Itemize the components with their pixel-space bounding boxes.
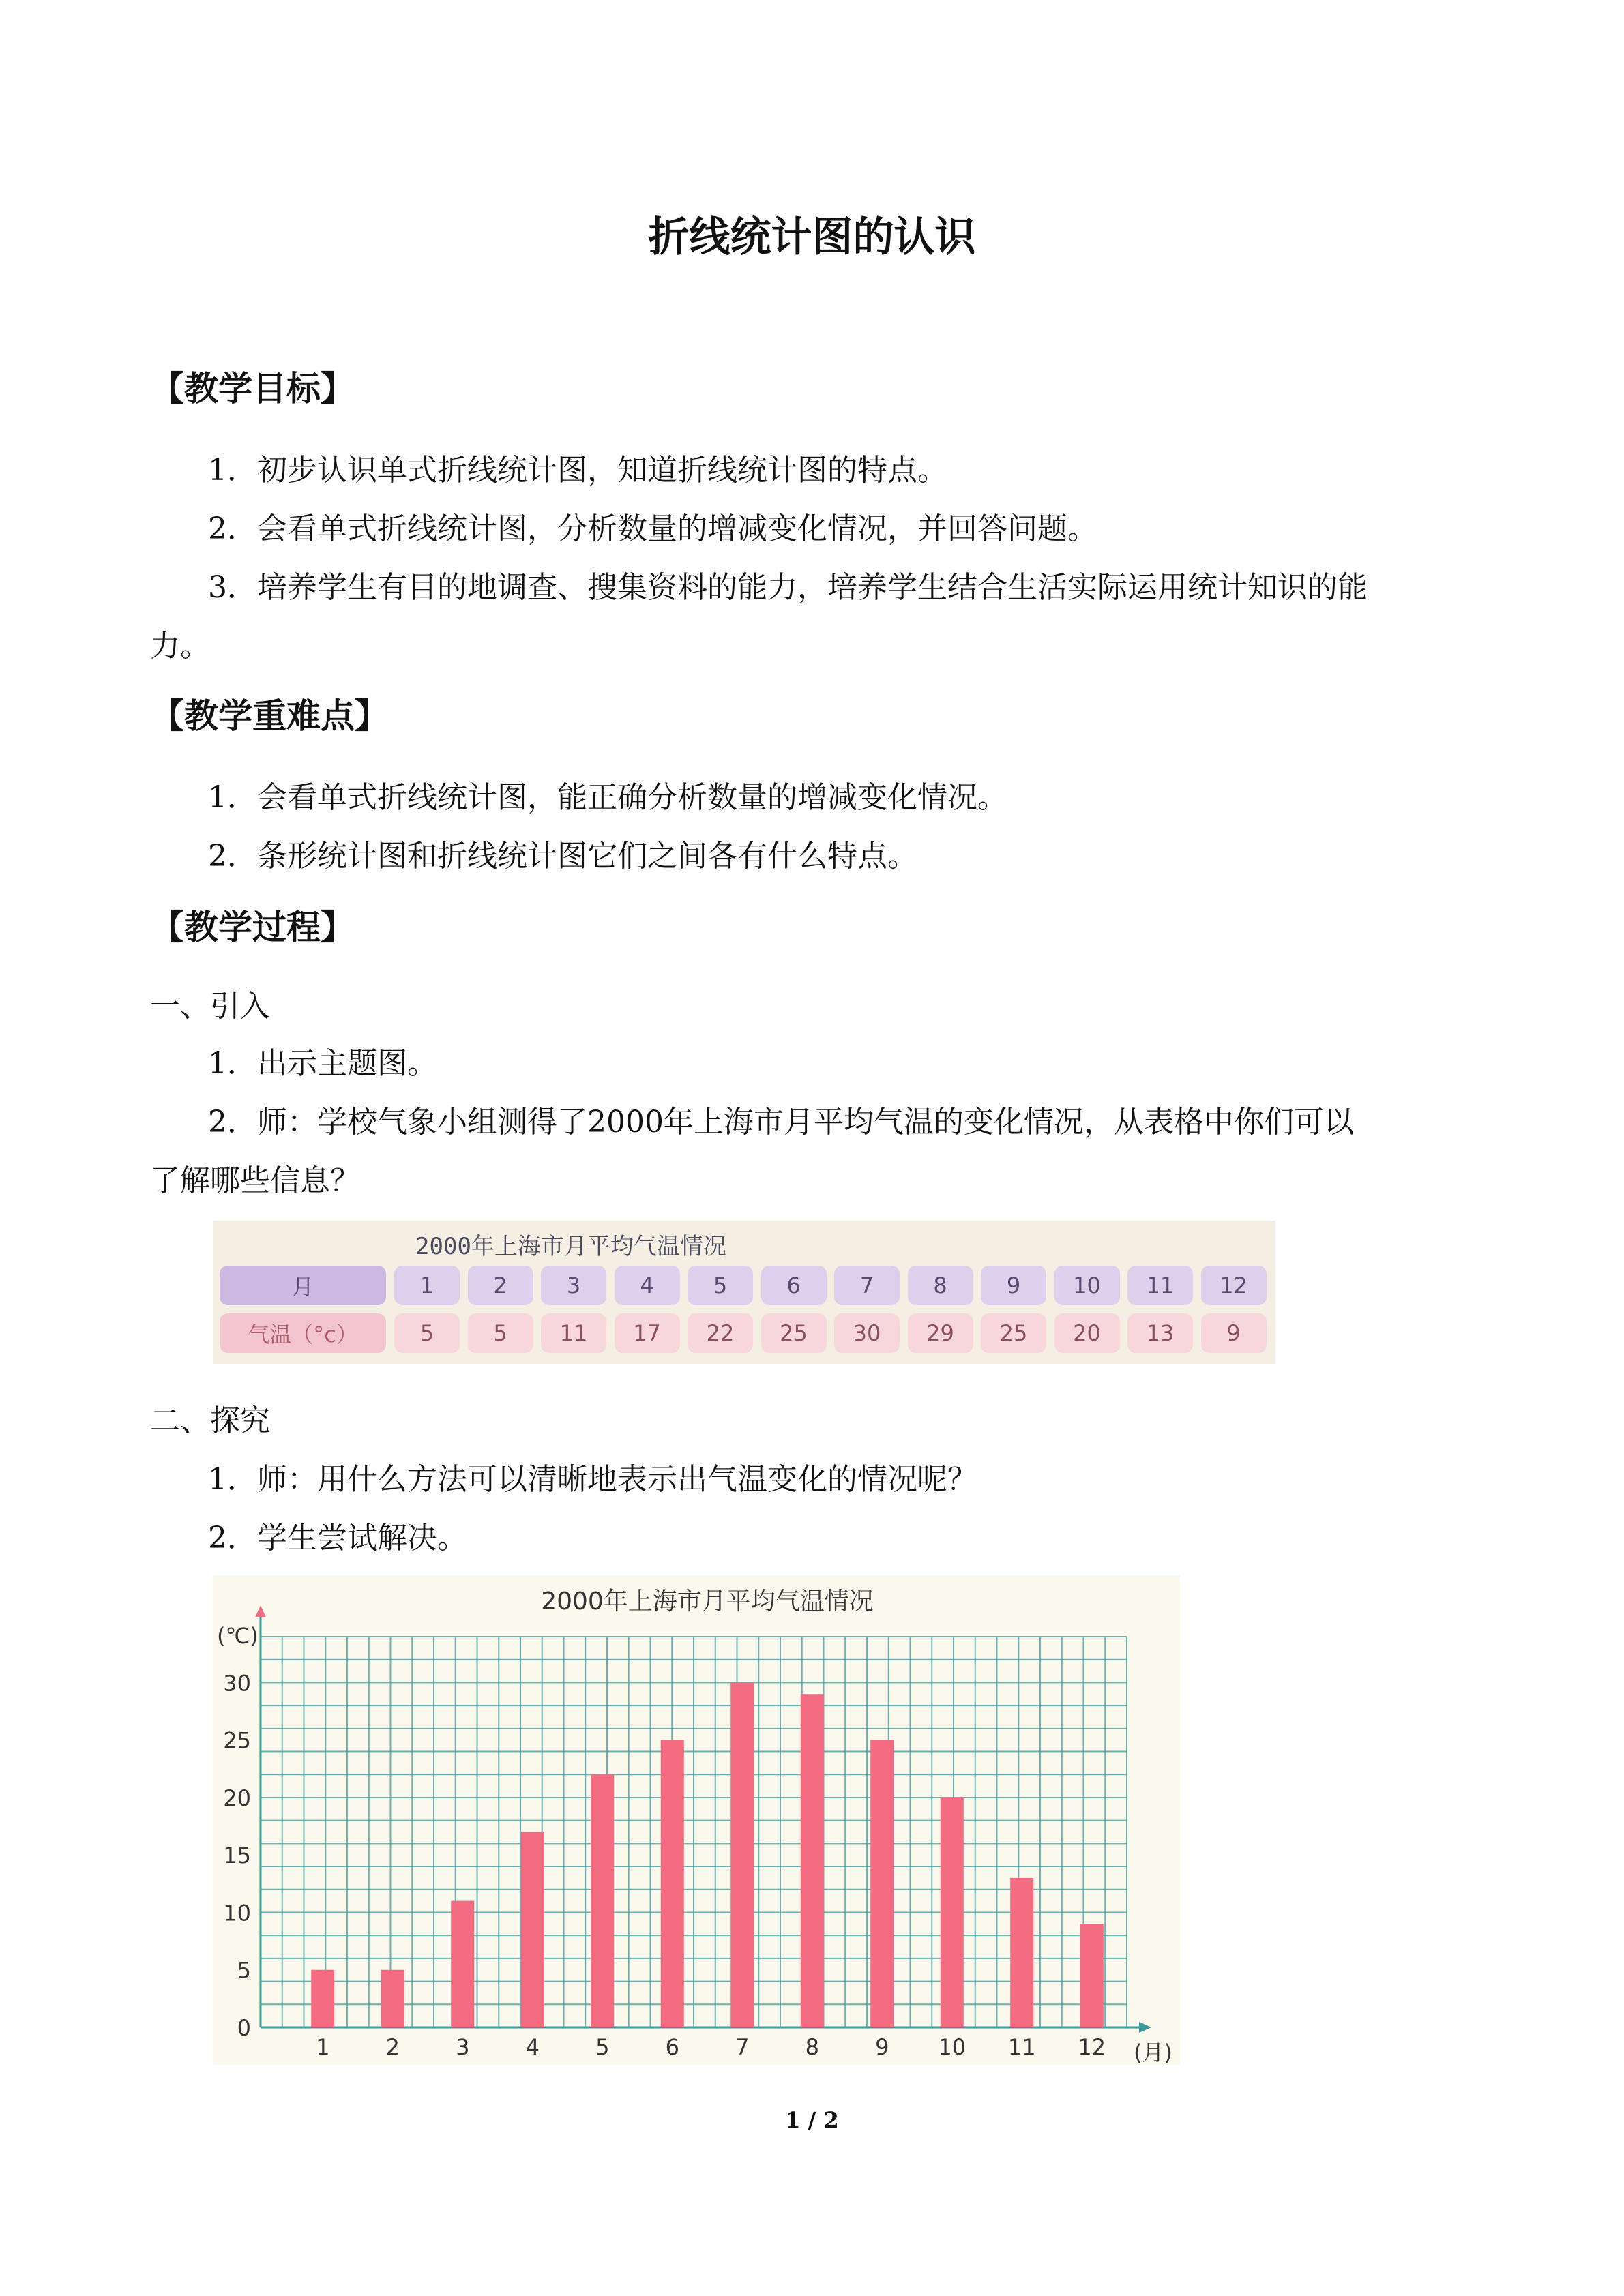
table-temp-cell: 9 [1201,1313,1267,1353]
bar-chart-svg [213,1575,1180,2065]
table-temp-cell: 29 [908,1313,973,1353]
table-temp-cell: 13 [1127,1313,1193,1353]
x-tick-label: 11 [1007,2034,1036,2060]
table-row-label-temp: 气温（°c） [220,1313,386,1353]
y-tick-label: 10 [223,1900,251,1926]
bar-chart [213,1575,1180,2065]
table-temp-cell: 25 [981,1313,1046,1353]
x-tick-label: 2 [385,2034,400,2060]
bar [801,1694,824,2027]
x-tick-label: 3 [456,2034,470,2060]
x-tick-label: 7 [735,2034,750,2060]
goal-3: 3．培养学生有目的地调查、搜集资料的能力，培养学生结合生活实际运用统计知识的能 [208,570,1368,605]
explore-2: 2．学生尝试解决。 [208,1521,467,1555]
bar [941,1798,964,2027]
process-heading: 【教学过程】 [150,908,355,947]
x-tick-label: 12 [1078,2034,1106,2060]
bar [870,1740,894,2027]
table-title: 2000年上海市月平均气温情况 [415,1233,726,1260]
table-temp-cell: 17 [615,1313,680,1353]
table-temp-cell: 5 [468,1313,533,1353]
x-tick-label: 1 [316,2034,330,2060]
bar [730,1682,754,2027]
table-month-cell: 10 [1054,1266,1120,1305]
table-month-cell: 4 [615,1266,680,1305]
explore-1: 1．师：用什么方法可以清晰地表示出气温变化的情况呢？ [208,1462,977,1497]
x-tick-label: 6 [665,2034,679,2060]
x-axis-arrow [1139,2022,1151,2033]
y-tick-label: 25 [223,1727,251,1754]
y-tick-label: 0 [237,2015,251,2041]
bar [591,1774,614,2027]
table-month-cell: 2 [468,1266,533,1305]
bar [1080,1924,1104,2027]
table-temp-cell: 22 [688,1313,753,1353]
y-tick-label: 15 [223,1843,251,1869]
explore-heading: 二、探究 [150,1403,270,1438]
bar [1010,1878,1033,2027]
table-temp-cell: 25 [761,1313,827,1353]
bar [661,1740,684,2027]
bar [451,1901,474,2027]
intro-1: 1．出示主题图。 [208,1046,437,1081]
page-number: 1 / 2 [785,2107,839,2133]
bar [381,1970,404,2027]
table-month-cell: 12 [1201,1266,1267,1305]
x-tick-label: 4 [525,2034,540,2060]
goal-1: 1．初步认识单式折线统计图，知道折线统计图的特点。 [208,453,947,488]
y-tick-label: 30 [223,1670,251,1697]
table-temp-cell: 5 [394,1313,460,1353]
table-month-cell: 6 [761,1266,827,1305]
goals-heading: 【教学目标】 [150,369,355,408]
x-tick-label: 5 [595,2034,610,2060]
x-tick-label: 9 [875,2034,889,2060]
x-tick-label: 8 [805,2034,819,2060]
intro-2: 2．师：学校气象小组测得了2000年上海市月平均气温的变化情况，从表格中你们可以 [208,1105,1354,1139]
goal-3-cont: 力。 [150,629,210,664]
temperature-table [213,1221,1275,1364]
table-month-cell: 9 [981,1266,1046,1305]
table-temp-cell: 11 [541,1313,606,1353]
table-month-cell: 1 [394,1266,460,1305]
y-axis-arrow [255,1605,266,1617]
x-axis-label: (月) [1134,2040,1172,2065]
chart-title: 2000年上海市月平均气温情况 [541,1587,874,1615]
y-axis-label: (℃) [217,1623,259,1649]
bar [311,1970,334,2027]
keypoint-1: 1．会看单式折线统计图，能正确分析数量的增减变化情况。 [208,780,1007,815]
table-month-cell: 7 [834,1266,900,1305]
page-title: 折线统计图的认识 [648,213,976,261]
table-temp-cell: 20 [1054,1313,1120,1353]
keypoint-2: 2．条形统计图和折线统计图它们之间各有什么特点。 [208,839,917,874]
table-month-cell: 3 [541,1266,606,1305]
bar [521,1832,544,2028]
table-month-cell: 8 [908,1266,973,1305]
keypoints-heading: 【教学重难点】 [150,696,389,736]
table-month-cell: 5 [688,1266,753,1305]
table-row-label-month: 月 [220,1266,386,1305]
y-tick-label: 5 [237,1957,251,1984]
x-tick-label: 10 [938,2034,966,2060]
intro-2-cont: 了解哪些信息？ [150,1163,360,1198]
table-month-cell: 11 [1127,1266,1193,1305]
y-tick-label: 20 [223,1785,251,1811]
intro-heading: 一、引入 [150,989,270,1024]
goal-2: 2．会看单式折线统计图，分析数量的增减变化情况，并回答问题。 [208,511,1097,546]
table-temp-cell: 30 [834,1313,900,1353]
